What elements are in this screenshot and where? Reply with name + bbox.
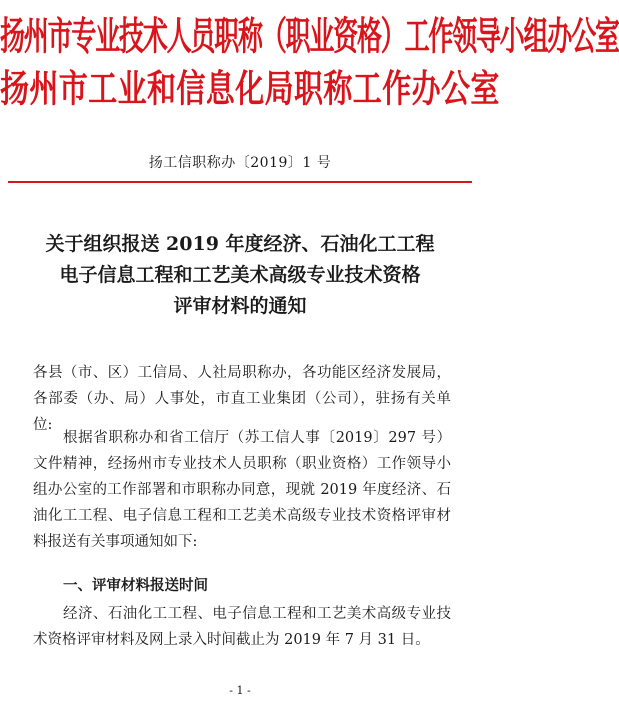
issuing-org-line-2: 扬州市工业和信息化局职称工作办公室	[0, 66, 500, 111]
section-heading-1: 一、评审材料报送时间	[63, 578, 208, 594]
salutation: 各县（市、区）工信局、人社局职称办，各功能区经济发展局，各部委（办、局）人事处，市直工业集团（公司），驻扬有关单位:	[33, 365, 451, 433]
section-1-paragraph: 经济、石油化工工程、电子信息工程和工艺美术高级专业技术资格评审材料及网上录入时间截止为 2019 年 7 月 31 日。	[33, 606, 451, 648]
page-number: - 1 -	[229, 684, 251, 697]
title-line-2: 电子信息工程和工艺美术高级专业技术资格	[59, 264, 421, 286]
title-line-3: 评审材料的通知	[173, 295, 307, 317]
paragraph-intro: 根据省职称办和省工信厅（苏工信人事〔2019〕297 号）文件精神，经扬州市专业技术人员职称（职业资格）工作领导小组办公室的工作部署和市职称办同意，现就 2019 年度经济、石油化工工程、电子信息工程和工艺美术高级专业技术资格评审材料报送有关事项通知如下:	[33, 430, 451, 550]
document-title	[0, 229, 480, 322]
issuing-org-line-1: 扬州市专业技术人员职称（职业资格）工作领导小组办公室	[0, 13, 619, 59]
red-divider-line	[8, 181, 472, 183]
title-line-1: 关于组织报送 2019 年度经济、石油化工工程	[45, 233, 435, 255]
document-number: 扬工信职称办〔2019〕1 号	[148, 155, 332, 171]
